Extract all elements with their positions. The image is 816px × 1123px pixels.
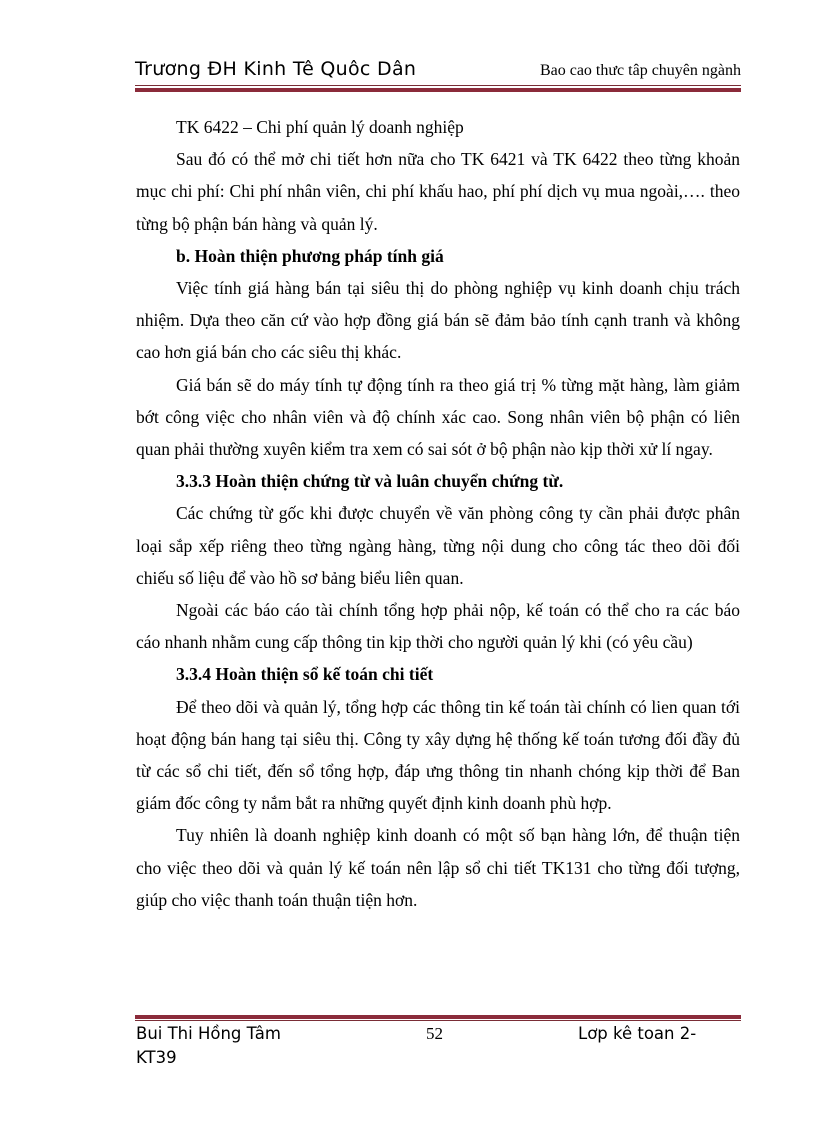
header-report-title: Bao cao thưc tâp chuyên ngành: [539, 62, 741, 79]
footer-class-continued: KT39: [136, 1048, 177, 1067]
paragraph: Giá bán sẽ do máy tính tự động tính ra theo giá trị % từng mặt hàng, làm giảm bớt công việc cho nhân viên và độ chính xác cao. Song nhân viên bộ phận có liên quan phải thường xuyên kiểm tra xem có sai sót ở bộ phận nào kịp thời xử lí ngay.: [136, 374, 740, 460]
paragraph: TK 6422 – Chi phí quản lý doanh nghiệp: [176, 117, 464, 137]
footer-author: Bui Thi Hồng Tâm: [136, 1024, 281, 1043]
header-rule-thick: [135, 88, 741, 92]
section-heading: 3.3.4 Hoàn thiện sổ kế toán chi tiết: [176, 664, 434, 685]
footer-rule-thin: [135, 1020, 741, 1021]
paragraph: Ngoài các báo cáo tài chính tổng hợp phải nộp, kế toán có thể cho ra các báo cáo nhanh nhằm cung cấp thông tin kịp thời cho người quản lý khi (có yêu cầu): [136, 600, 740, 653]
header-rule-thin: [135, 85, 741, 86]
page-number: 52: [426, 1024, 443, 1043]
section-heading: b. Hoàn thiện phương pháp tính giá: [176, 245, 444, 266]
paragraph: Các chứng từ gốc khi được chuyển về văn phòng công ty cần phải được phân loại sắp xếp riêng theo từng ngàng hàng, từng nội dung cho công tác theo dõi đối chiếu số liệu để vào hồ sơ bảng biểu liên quan.: [136, 503, 740, 588]
header-university: Trương ĐH Kinh Tê Quôc Dân: [135, 58, 417, 80]
page-header: [135, 58, 741, 84]
paragraph: Việc tính giá hàng bán tại siêu thị do phòng nghiệp vụ kinh doanh chịu trách nhiệm. Dựa theo căn cứ vào hợp đồng giá bán sẽ đảm bảo tính cạnh tranh và không cao hơn giá bán cho các siêu thị khác.: [136, 278, 740, 363]
footer-class: Lơp kê toan 2-: [578, 1024, 697, 1043]
page-body: [136, 111, 740, 916]
paragraph: Tuy nhiên là doanh nghiệp kinh doanh có một số bạn hàng lớn, để thuận tiện cho việc theo dõi và quản lý kế toán nên lập sổ chi tiết TK131 cho từng đối tượng, giúp cho việc thanh toán thuận tiện hơn.: [136, 825, 740, 910]
paragraph: Để theo dõi và quản lý, tổng hợp các thông tin kế toán tài chính có lien quan tới hoạt động bán hang tại siêu thị. Công ty xây dựng hệ thống kế toán tương đối đầy đủ từ các sổ chi tiết, đến sổ tổng hợp, đáp ưng thông tin nhanh chóng kịp thời để Ban giám đốc công ty nắm bắt ra những quyết định kinh doanh phù hợp.: [136, 696, 740, 814]
paragraph: Sau đó có thể mở chi tiết hơn nữa cho TK 6421 và TK 6422 theo từng khoản mục chi phí: Chi phí nhân viên, chi phí khấu hao, phí phí dịch vụ mua ngoài,…. theo từng bộ phận bán hàng và quản lý.: [136, 149, 740, 234]
footer-rule-thick: [135, 1015, 741, 1019]
section-heading: 3.3.3 Hoàn thiện chứng từ và luân chuyển chứng từ.: [176, 471, 564, 492]
